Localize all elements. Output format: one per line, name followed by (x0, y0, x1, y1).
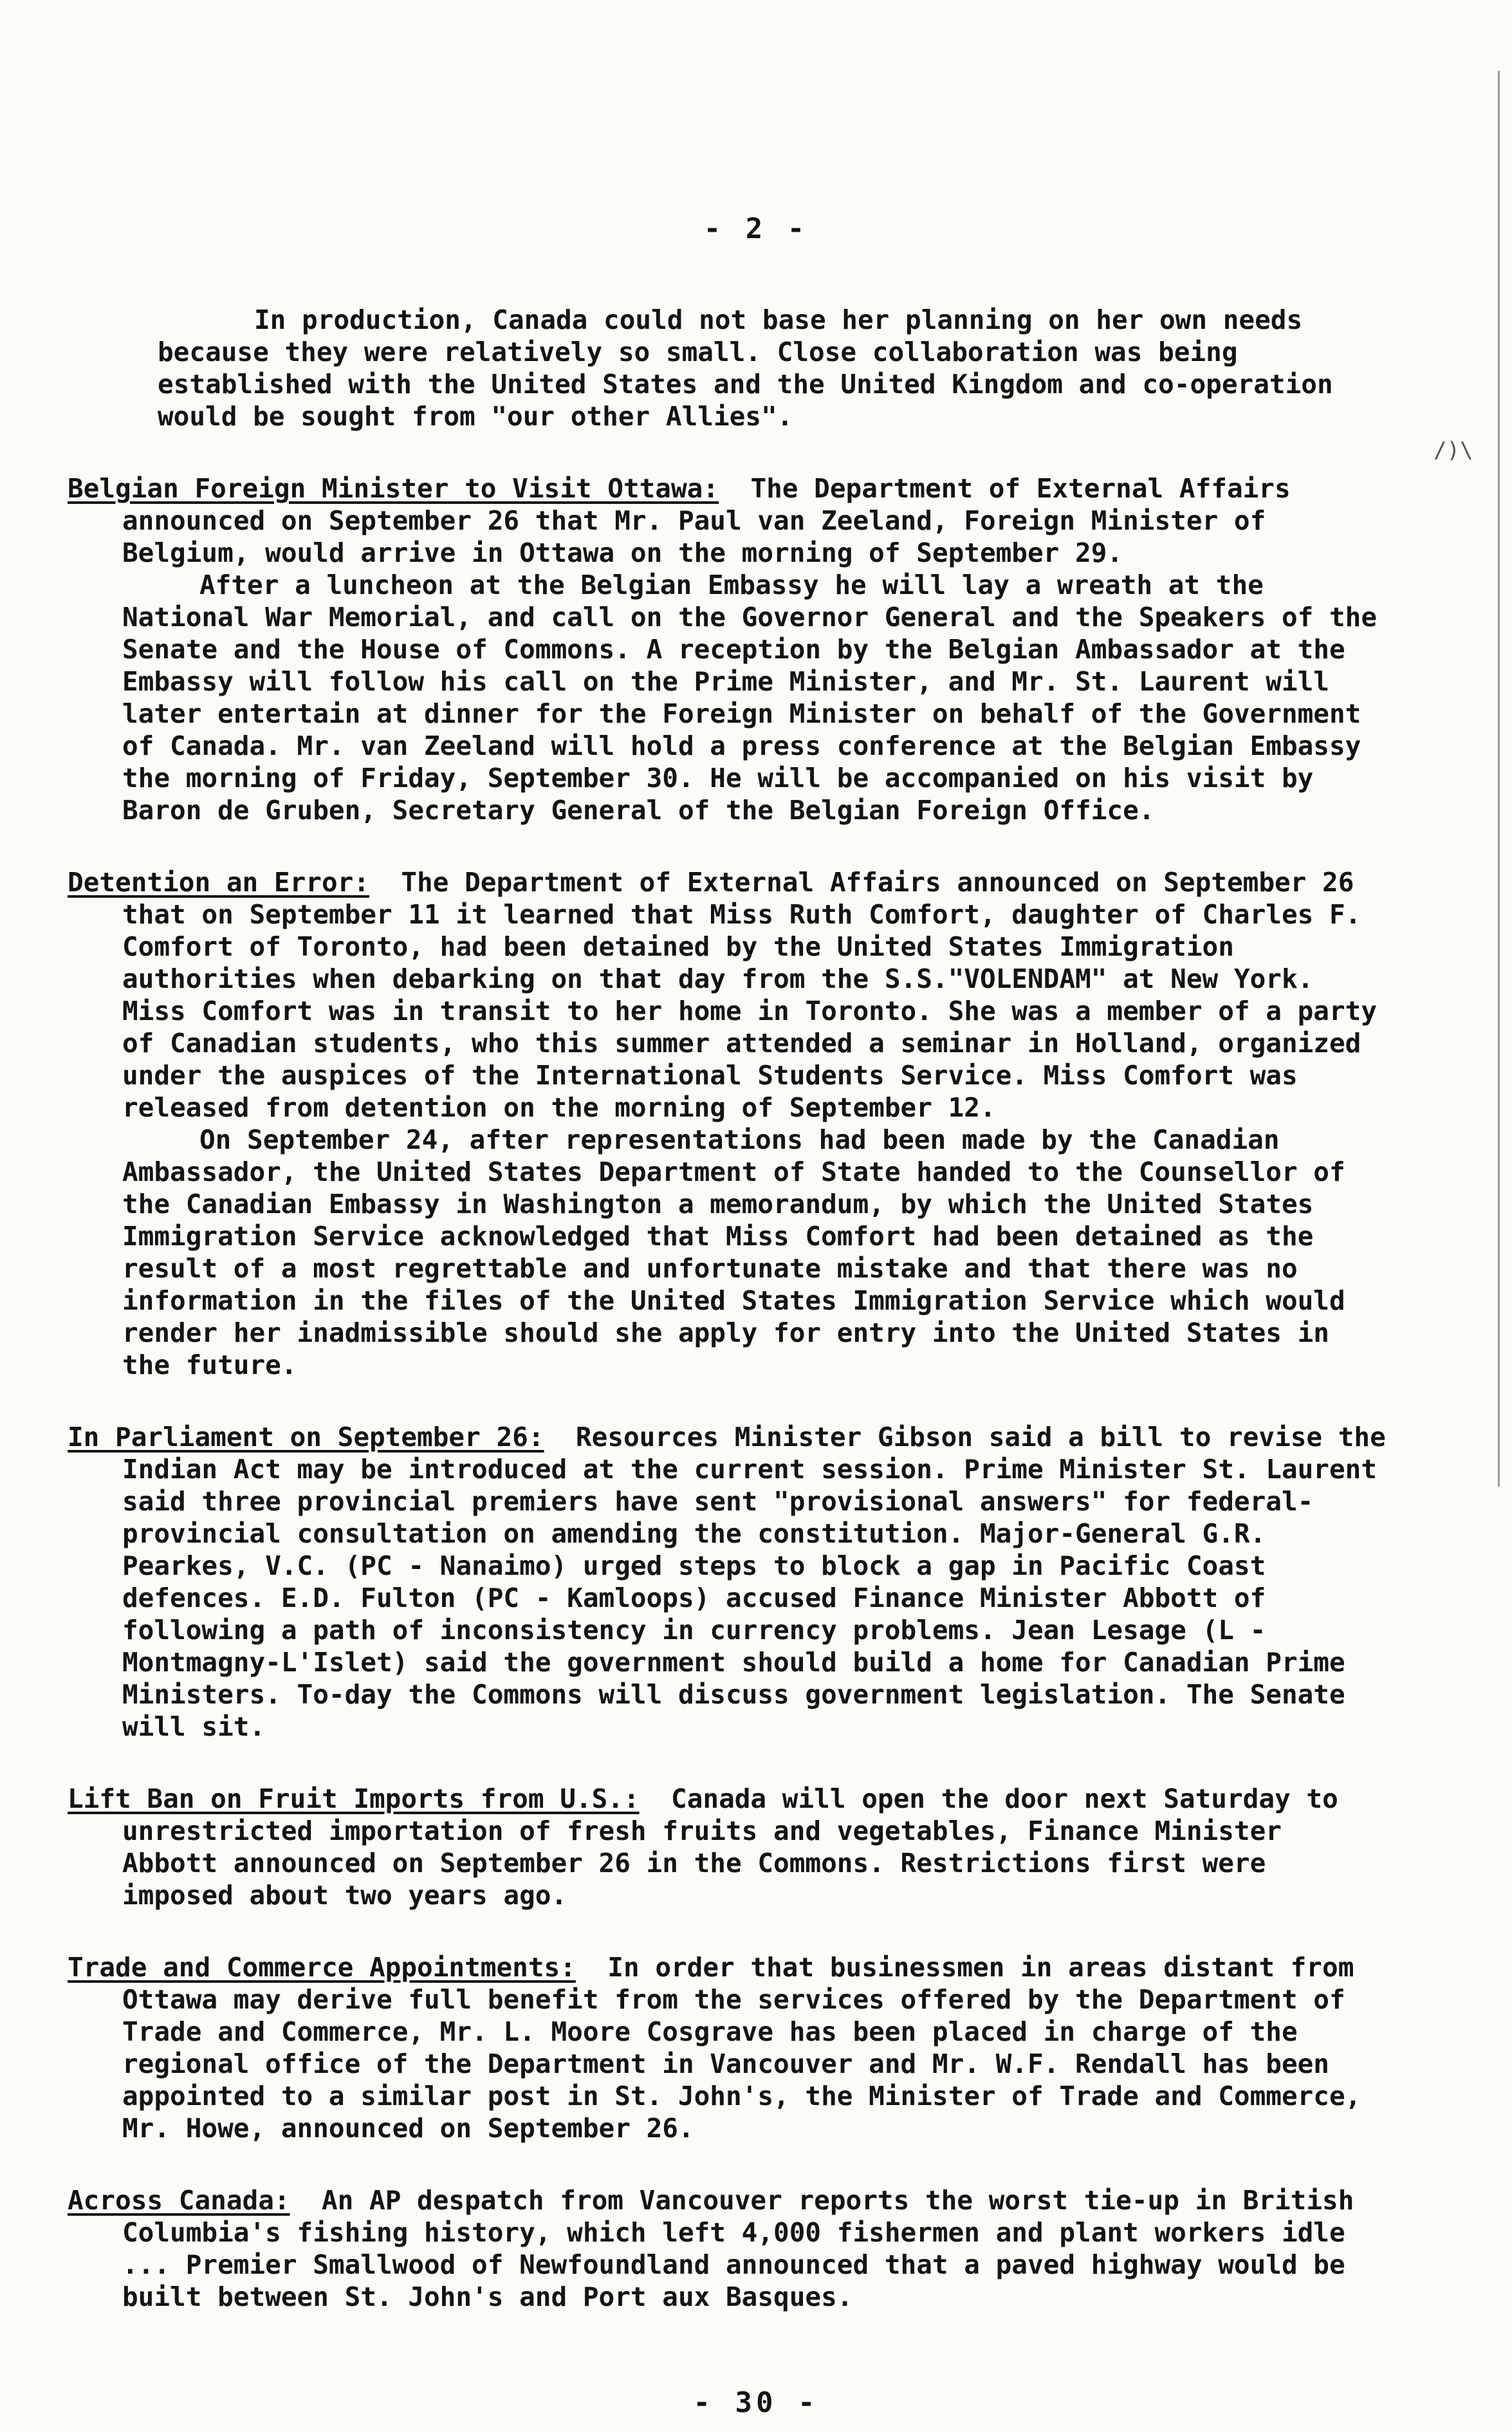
section-paragraph: Resources Minister Gibson said a bill to revise the Indian Act may be introduced at the current session. Prime Minister St. Laurent said three provincial premiers have sent "provisional answers" for federal-provincial consultation on amending the constitution. Major-General G.R. Pearkes, V.C. (PC - Nanaimo) urged steps to block a gap in Pacific Coast defences. E.D. Fulton (PC - Kamloops) accused Finance Minister Abbott of following a path of inconsistency in currency problems. Jean Lesage (L - Montmagny-L'Islet) said the government should build a home for Canadian Prime Ministers. To-day the Commons will discuss government legislation. The Senate will sit. (122, 1422, 1386, 1742)
section-heading: In Parliament on September 26: (68, 1422, 544, 1453)
section-trade-commerce (68, 1951, 1387, 2144)
page-edge-line (1498, 71, 1500, 1487)
section-across-canada (68, 2184, 1387, 2313)
section-lead (68, 866, 1387, 1124)
page-number-bottom: - 30 - (693, 2386, 819, 2419)
section-lead (68, 1421, 1387, 1743)
section-lead (68, 1783, 1387, 1911)
document-body (68, 304, 1387, 2353)
section-lead (68, 1951, 1387, 2144)
section-heading: Trade and Commerce Appointments: (68, 1952, 576, 1983)
section-belgian-minister (68, 472, 1387, 826)
section-heading: Detention an Error: (68, 867, 369, 898)
section-paragraph: An AP despatch from Vancouver reports the worst tie-up in British Columbia's fishing history, which left 4,000 fishermen and plant workers idle ... Premier Smallwood of Newfoundland announced that a paved highway would be built between St. John's and Port aux Basques. (122, 2185, 1354, 2312)
section-heading: Lift Ban on Fruit Imports from U.S.: (68, 1783, 640, 1814)
section-fruit-imports (68, 1783, 1387, 1911)
section-paragraph: Canada will open the door next Saturday to unrestricted importation of fresh fruits and vegetables, Finance Minister Abbott announced on September 26 in the Commons. Restrictions first were imposed about two years ago. (122, 1783, 1338, 1911)
section-paragraph: In order that businessmen in areas distant from Ottawa may derive full benefit from the services offered by the Department of Trade and Commerce, Mr. L. Moore Cosgrave has been placed in charge of the regional office of the Department in Vancouver and Mr. W.F. Rendall has been appointed to a similar post in St. John's, the Minister of Trade and Commerce, Mr. Howe, announced on September 26. (122, 1952, 1361, 2144)
intro-section (68, 304, 1387, 432)
section-paragraph: The Department of External Affairs announced on September 26 that Mr. Paul van Zeeland, Foreign Minister of Belgium, would arrive in Ottawa on the morning of September 29. (122, 473, 1291, 568)
section-lead (68, 472, 1387, 569)
section-paragraph: The Department of External Affairs announced on September 26 that on September 11 it learned that Miss Ruth Comfort, daughter of Charles F. Comfort of Toronto, had been detained by the United States Immigration authorities when debarking on that day from the S.S."VOLENDAM" at New York. Miss Comfort was in transit to her home in Toronto. She was a member of a party of Canadian students, who this summer attended a seminar in Holland, organized under the auspices of the International Students Service. Miss Comfort was released from detention on the morning of September 12. (122, 867, 1378, 1123)
section-paragraph: On September 24, after representations had been made by the Canadian Ambassador, the United States Department of State handed to the Counsellor of the Canadian Embassy in Washington a memorandum, by which the United States Immigration Service acknowledged that Miss Comfort had been detained as the result of a most regrettable and unfortunate mistake and that there was no information in the files of the United States Immigration Service which would render her inadmissible should she apply for entry into the United States in the future. (122, 1124, 1345, 1380)
section-parliament (68, 1421, 1387, 1743)
section-paragraph: After a luncheon at the Belgian Embassy he will lay a wreath at the National War Memorial, and call on the Governor General and the Speakers of the Senate and the House of Commons. A reception by the Belgian Ambassador at the Embassy will follow his call on the Prime Minister, and Mr. St. Laurent will later entertain at dinner for the Foreign Minister on behalf of the Government of Canada. Mr. van Zeeland will hold a press conference at the Belgian Embassy the morning of Friday, September 30. He will be accompanied on his visit by Baron de Gruben, Secretary General of the Belgian Foreign Office. (122, 570, 1378, 826)
margin-mark: /)\ (1434, 438, 1473, 463)
page-number-top: - 2 - (703, 212, 809, 245)
section-detention (68, 866, 1387, 1381)
section-heading: Belgian Foreign Minister to Visit Ottawa: (68, 473, 719, 504)
section-lead (68, 2184, 1387, 2313)
section-heading: Across Canada: (68, 2185, 290, 2216)
intro-paragraph: In production, Canada could not base her planning on her own needs because they were relatively so small. Close collaboration was being established with the United States and the United Kingdom and co-operation would be sought from "our other Allies". (158, 304, 1333, 432)
